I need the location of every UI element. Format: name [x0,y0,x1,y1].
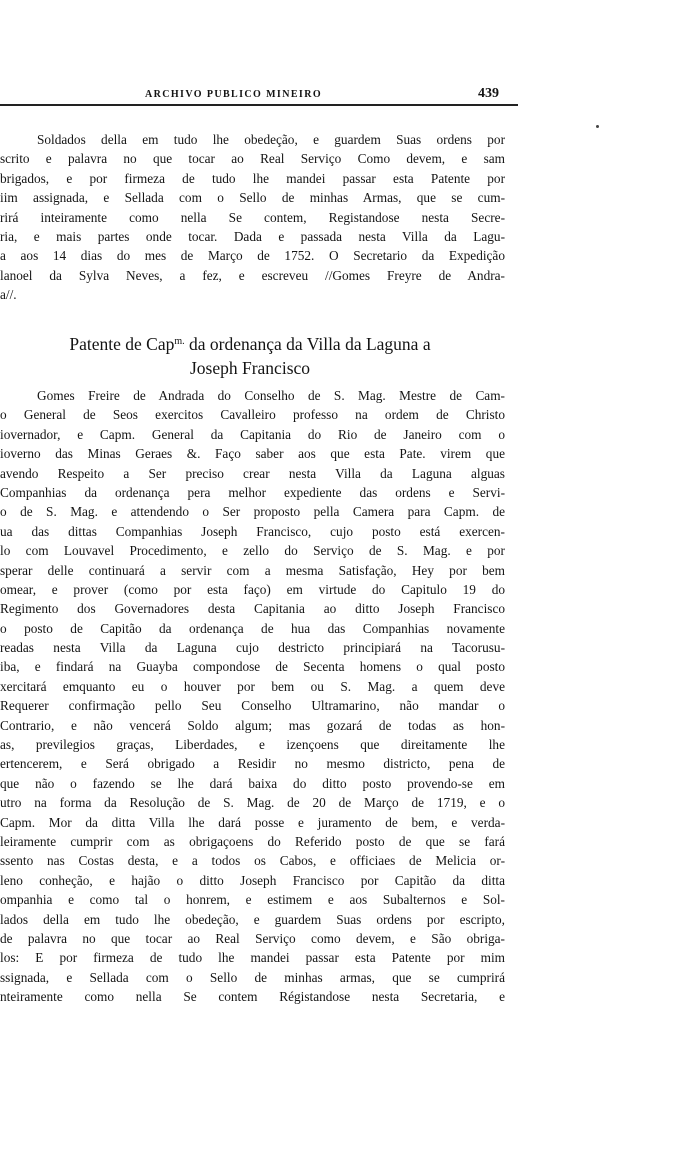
text-line: iba, e findará na Guayba compondose de Secenta homens o qual posto [0,659,505,675]
text-line: iim assignada, e Sellada com o Sello de minhas Armas, que se cum- [0,190,505,206]
text-line: Capm. Mor da ditta Villa lhe dará posse e juramento de bem, e verda- [0,814,505,830]
text-line: ompanhia e como tal o honrem, e estimem e aos Subalternos e Sol- [0,892,505,908]
text-line: lados della em tudo lhe obedeção, e guardem Suas ordens por escripto, [0,911,505,927]
section-title-line-1: Patente de Cap$^{m.}$ da ordenança da Villa da Laguna a [69,334,431,354]
paragraph-2 [0,386,505,1007]
text-line: a//. [0,287,17,303]
text-line: Companhias da ordenança pera melhor expediente das ordens e Servi- [0,484,505,500]
text-line: o de S. Mag. e attendendo o Ser proposto pella Camera para Capm. de [0,504,505,520]
text-line: Gomes Freire de Andrada do Conselho de S. Mag. Mestre de Cam- [37,388,505,403]
text-line: readas nesta Villa da Laguna cujo destricto principiará na Tacorusu- [0,640,505,656]
text-line: ioverno das Minas Geraes &. Faço saber aos que esta Pate. virem que [0,446,505,462]
text-line: avendo Respeito a Ser preciso crear nesta Villa da Laguna alguas [0,465,505,481]
text-line: rirá inteiramente como nella Se contem, Registandose nesta Secre- [0,209,505,225]
text-line: nteiramente como nella Se contem Régistandose nesta Secretaria, e [0,989,505,1005]
text-line: ertencerem, e Será obrigado a Residir no mesmo districto, pena de [0,756,505,772]
text-line: o General de Seos exercitos Cavalleiro professo na ordem de Christo [0,407,505,423]
print-speck [596,125,599,128]
text-line: de palavra no que tocar ao Real Serviço como devem, e São obriga- [0,930,505,946]
text-line: iovernador, e Capm. General da Capitania do Rio de Janeiro com o [0,426,505,442]
text-line: Contrario, e não vencerá Soldo algum; mas gozará de todas as hon- [0,717,505,733]
text-line: o posto de Capitão da ordenança de hua das Companhias novamente [0,620,505,636]
page-header [0,86,518,106]
section-title-line-2: Joseph Francisco [189,358,311,378]
text-line: utro na forma da Resolução de S. Mag. de 20 de Março de 1719, e o [0,795,505,811]
text-line: omear, e prover (como por esta faço) em virtude do Capitulo 19 do [0,581,505,597]
text-line: ua das dittas Companhias Joseph Francisco, cujo posto está exercen- [0,523,505,539]
section-title [0,330,500,380]
page-number: 439 [478,86,499,101]
text-line: leno conheção, e hajão o ditto Joseph Francisco por Capitão da ditta [0,872,505,888]
header-rule [0,104,518,106]
text-line: brigados, e por firmeza de tudo lhe mandei passar esta Patente por [0,170,505,186]
text-line: a aos 14 dias do mes de Março de 1752. O Secretario da Expedição [0,248,505,264]
paragraph-1 [0,130,505,305]
text-line: Requerer confirmação pello Seu Conselho Ultramarino, não mandar o [0,698,505,714]
text-line: sperar delle continuará a servir com a mesma Satisfação, Hey por bem [0,562,505,578]
text-line: Soldados della em tudo lhe obedeção, e guardem Suas ordens por [37,132,505,147]
text-line: as, previlegios graças, Liberdades, e izençoens que direitamente lhe [0,737,505,753]
text-line: lo com Louvavel Procedimento, e zello do Serviço de S. Mag. e por [0,543,505,559]
text-line: que não o fazendo se lhe dará baixa do ditto posto provendo-se em [0,775,505,791]
text-line: los: E por firmeza de tudo lhe mandei passar esta Patente por mim [0,950,505,966]
running-head: ARCHIVO PUBLICO MINEIRO [145,89,323,100]
text-line: lanoel da Sylva Neves, a fez, e escreveu //Gomes Freyre de Andra- [0,267,505,283]
text-line: ssignada, e Sellada com o Sello de minhas armas, que se cumprirá [0,969,505,985]
text-line: ria, e mais partes onde tocar. Dada e passada nesta Villa da Lagu- [0,228,505,244]
text-line: xercitará emquanto eu o houver por bem ou S. Mag. a quem deve [0,678,505,694]
text-line: leiramente cumprir com as obrigaçoens do Referido posto de que se fará [0,833,505,849]
text-line: ssento nas Costas desta, e a todos os Cabos, e officiaes de Melicia or- [0,853,505,869]
text-line: Regimento dos Governadores desta Capitania ao ditto Joseph Francisco [0,601,505,617]
text-line: scrito e palavra no que tocar ao Real Serviço Como devem, e sam [0,151,505,167]
